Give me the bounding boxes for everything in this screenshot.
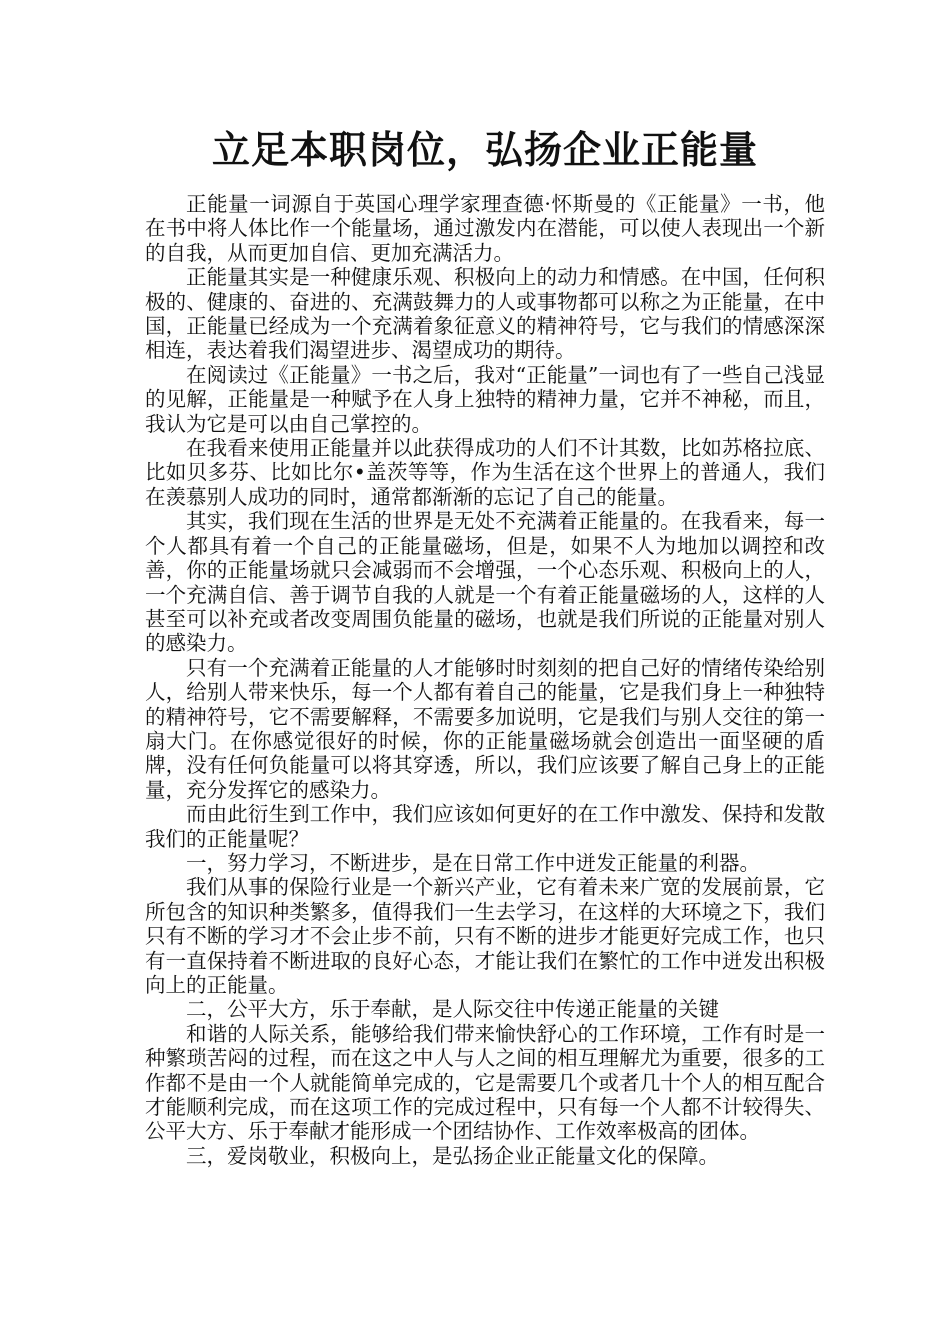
paragraph: 在阅读过《正能量》一书之后，我对“正能量”一词也有了一些自己浅显的见解，正能量是一种赋予在人身上独特的精神力量，它并不神秘，而且，我认为它是可以由自己掌控的。 <box>145 362 825 436</box>
paragraph: 正能量其实是一种健康乐观、积极向上的动力和情感。在中国，任何积极的、健康的、奋进的、充满鼓舞力的人或事物都可以称之为正能量，在中国，正能量已经成为一个充满着象征意义的精神符号，它与我们的情感深深相连，表达着我们渴望进步、渴望成功的期待。 <box>145 265 825 363</box>
paragraph: 其实，我们现在生活的世界是无处不充满着正能量的。在我看来，每一个人都具有着一个自己的正能量磁场，但是，如果不人为地加以调控和改善，你的正能量场就只会减弱而不会增强，一个心态乐观、积极向上的人，一个充满自信、善于调节自我的人就是一个有着正能量磁场的人，这样的人甚至可以补充或者改变周围负能量的磁场，也就是我们所说的正能量对别人的感染力。 <box>145 509 825 656</box>
document-page <box>145 122 825 1168</box>
section-heading: 二，公平大方，乐于奉献，是人际交往中传递正能量的关键 <box>186 997 719 1022</box>
paragraph: 只有一个充满着正能量的人才能够时时刻刻的把自己好的情绪传染给别人，给别人带来快乐，每一个人都有着自己的能量，它是我们身上一种独特的精神符号，它不需要解释，不需要多加说明，它是我们与别人交往的第一扇大门。在你感觉很好的时候，你的正能量磁场就会创造出一面坚硬的盾牌，没有任何负能量可以将其穿透，所以，我们应该要了解自己身上的正能量，充分发挥它的感染力。 <box>145 655 825 802</box>
document-title: 立足本职岗位，弘扬企业正能量 <box>211 127 758 172</box>
paragraph: 而由此衍生到工作中，我们应该如何更好的在工作中激发、保持和发散我们的正能量呢？ <box>145 802 825 851</box>
paragraph: 正能量一词源自于英国心理学家理查德·怀斯曼的《正能量》一书，他在书中将人体比作一个能量场，通过激发内在潜能，可以使人表现出一个新的自我，从而更加自信、更加充满活力。 <box>145 192 825 265</box>
section-heading: 三，爱岗敬业，积极向上，是弘扬企业正能量文化的保障。 <box>186 1143 719 1168</box>
paragraph: 我们从事的保险行业是一个新兴产业，它有着未来广宽的发展前景，它所包含的知识种类繁多，值得我们一生去学习，在这样的大环境之下，我们只有不断的学习才不会止步不前，只有不断的进步才能更好完成工作，也只有一直保持着不断进取的良好心态，才能让我们在繁忙的工作中迸发出积极向上的正能量。 <box>145 875 825 997</box>
paragraph: 和谐的人际关系，能够给我们带来愉快舒心的工作环境，工作有时是一种繁琐苦闷的过程，而在这之中人与人之间的相互理解尤为重要，很多的工作都不是由一个人就能简单完成的，它是需要几个或者几十个人的相互配合才能顺利完成，而在这项工作的完成过程中，只有每一个人都不计较得失、公平大方、乐于奉献才能形成一个团结协作、工作效率极高的团体。 <box>145 1021 825 1144</box>
document-body <box>145 192 825 1168</box>
paragraph: 在我看来使用正能量并以此获得成功的人们不计其数，比如苏格拉底、比如贝多芬、比如比尔•盖茨等等，作为生活在这个世界上的普通人，我们在羡慕别人成功的同时，通常都渐渐的忘记了自己的能量。 <box>145 436 825 509</box>
section-heading: 一，努力学习，不断进步，是在日常工作中迸发正能量的利器。 <box>186 850 760 875</box>
